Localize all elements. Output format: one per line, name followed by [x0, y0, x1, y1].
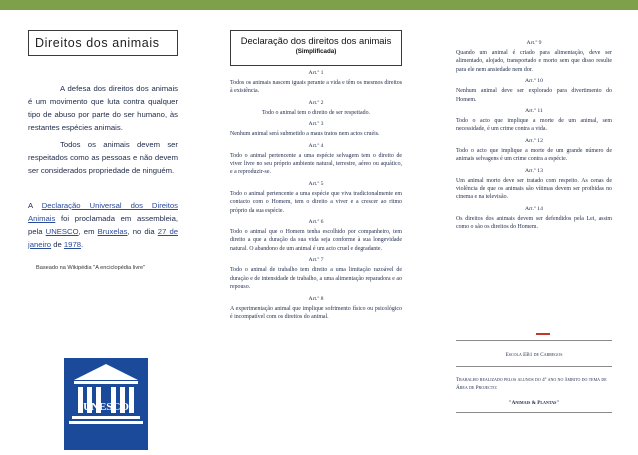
- article-text: Todo o animal que o Homem tenha escolhido por companheiro, tem direito a que a duração da sua vida seja conforme à sua longevidade natural. O abandono de um animal é um acto cruel e degradante.: [230, 229, 402, 252]
- article-label: Art.º 8: [308, 295, 324, 302]
- panel-title-box: [28, 30, 178, 56]
- text-span: , no dia: [127, 227, 158, 236]
- year-link[interactable]: 1978: [63, 240, 82, 249]
- article-text: Todo o animal pertencente a uma espécie que viva tradicionalmente em contacto com o Homem, tem o direito a viver e a crescer ao ritmo próprio da sua espécie.: [230, 190, 402, 214]
- project-credit: Trabalho realizado pelos alunos do 4º ano no âmbito do tema de Área de Projecto:: [456, 377, 607, 391]
- article-text: Todos os animais nascem iguais perante a vida e têm os mesmos direitos à existência.: [230, 80, 402, 95]
- school-name: Escola EB1 de Carregos: [505, 352, 563, 358]
- articles-continued-panel: [456, 30, 612, 450]
- article-label: Art.º 9: [526, 40, 542, 46]
- page-title: Direitos dos animais: [35, 36, 160, 50]
- top-color-bar: [0, 0, 638, 10]
- article-text: Um animal morto deve ser tratado com respeito. As cenas de violência de que os animais são vítimas devem ser proibidas no cinema e na televisão.: [456, 177, 612, 201]
- article-text: A experimentação animal que implique sofrimento físico ou psicológico é incompatível com os direitos do animal.: [230, 305, 402, 320]
- declaration-title: Declaração dos direitos dos animais: [240, 35, 392, 46]
- unesco-temple-icon: [64, 358, 148, 450]
- date-link[interactable]: 27 de janeiro: [28, 227, 179, 249]
- project-theme: "Animais & Plantas": [508, 400, 560, 406]
- article-label: Art.º 13: [525, 167, 543, 174]
- article-text: Todo o animal de trabalho tem direito a uma limitação razoável de duração e de intensidade de trabalho, a uma alimentação reparadora e ao repouso.: [230, 267, 402, 291]
- declaration-subtitle: (Simplificada): [295, 48, 337, 55]
- text-span: de: [51, 240, 64, 249]
- text-span: .: [81, 240, 84, 249]
- article-label: Art.º 1: [308, 70, 324, 76]
- article-text: Nenhum animal deve ser explorado para divertimento do Homem.: [456, 88, 612, 103]
- article-text: Todo o animal tem o direito de ser respeitado.: [261, 109, 371, 116]
- article-label: Art.º 7: [308, 257, 324, 264]
- article-label: Art.º 5: [308, 180, 324, 187]
- text-span: A: [28, 201, 42, 210]
- text-span: , em: [78, 227, 98, 236]
- intro-panel: [28, 30, 178, 450]
- article-text: Todo o acto que implique a morte de um animal, sem necessidade, é um crime contra a vida.: [456, 118, 612, 133]
- article-label: Art.º 10: [525, 78, 543, 85]
- text-span: foi proclamada em assembleia, pela: [28, 214, 178, 236]
- unesco-link[interactable]: UNESCO: [45, 227, 79, 236]
- article-label: Art.º 2: [308, 99, 324, 106]
- article-label: Art.º 14: [525, 205, 543, 212]
- article-label: Art.º 11: [525, 108, 543, 115]
- unesco-logo: [64, 358, 148, 450]
- article-text: Os direitos dos animais devem ser defendidos pela Lei, assim como o são os direitos do Homem.: [456, 215, 612, 231]
- divider-line: [456, 340, 612, 341]
- declaration-link[interactable]: Declaração Universal dos Direitos Animais: [28, 201, 178, 223]
- accent-divider: [536, 333, 550, 335]
- article-text: Todo o animal pertencente a uma espécie selvagem tem o direito de viver livre no seu próprio ambiente natural, terrestre, aéreo ou aquático, e a reproduzir-se.: [230, 152, 402, 176]
- unesco-logo-text: UNESCO: [83, 401, 129, 413]
- declaration-paragraph: [28, 199, 178, 251]
- declaration-header: [230, 30, 402, 66]
- article-text: Quando um animal é criado para alimentação, deve ser alimentado, alojado, transportado e morto sem que disso resulte para ele nem ansiedade nem dor.: [456, 50, 612, 73]
- article-label: Art.º 6: [308, 219, 324, 226]
- article-text: Todo o acto que implique a morte de um grande número de animais selvagens é um crime contra a espécie.: [456, 147, 612, 163]
- declaration-panel: [230, 30, 402, 450]
- article-label: Art.º 3: [308, 121, 324, 128]
- bruxelas-link[interactable]: Bruxelas: [97, 227, 128, 236]
- article-text: Nenhum animal será submetido a maus tratos nem actos cruéis.: [230, 131, 380, 138]
- article-label: Art.º 4: [308, 142, 324, 149]
- source-credit: Baseado na Wikipédia "A enciclopédia livre": [36, 265, 146, 271]
- divider-line: [456, 412, 612, 413]
- article-label: Art.º 12: [525, 137, 543, 144]
- respect-paragraph: Todos os animais devem ser respeitados como as pessoas e não devem ser considerados propriedade de ninguém.: [28, 140, 178, 175]
- intro-paragraph: A defesa dos direitos dos animais é um movimento que luta contra qualquer tipo de abuso por parte do ser humano, às restantes espécies animais.: [28, 84, 178, 132]
- divider-line: [456, 366, 612, 367]
